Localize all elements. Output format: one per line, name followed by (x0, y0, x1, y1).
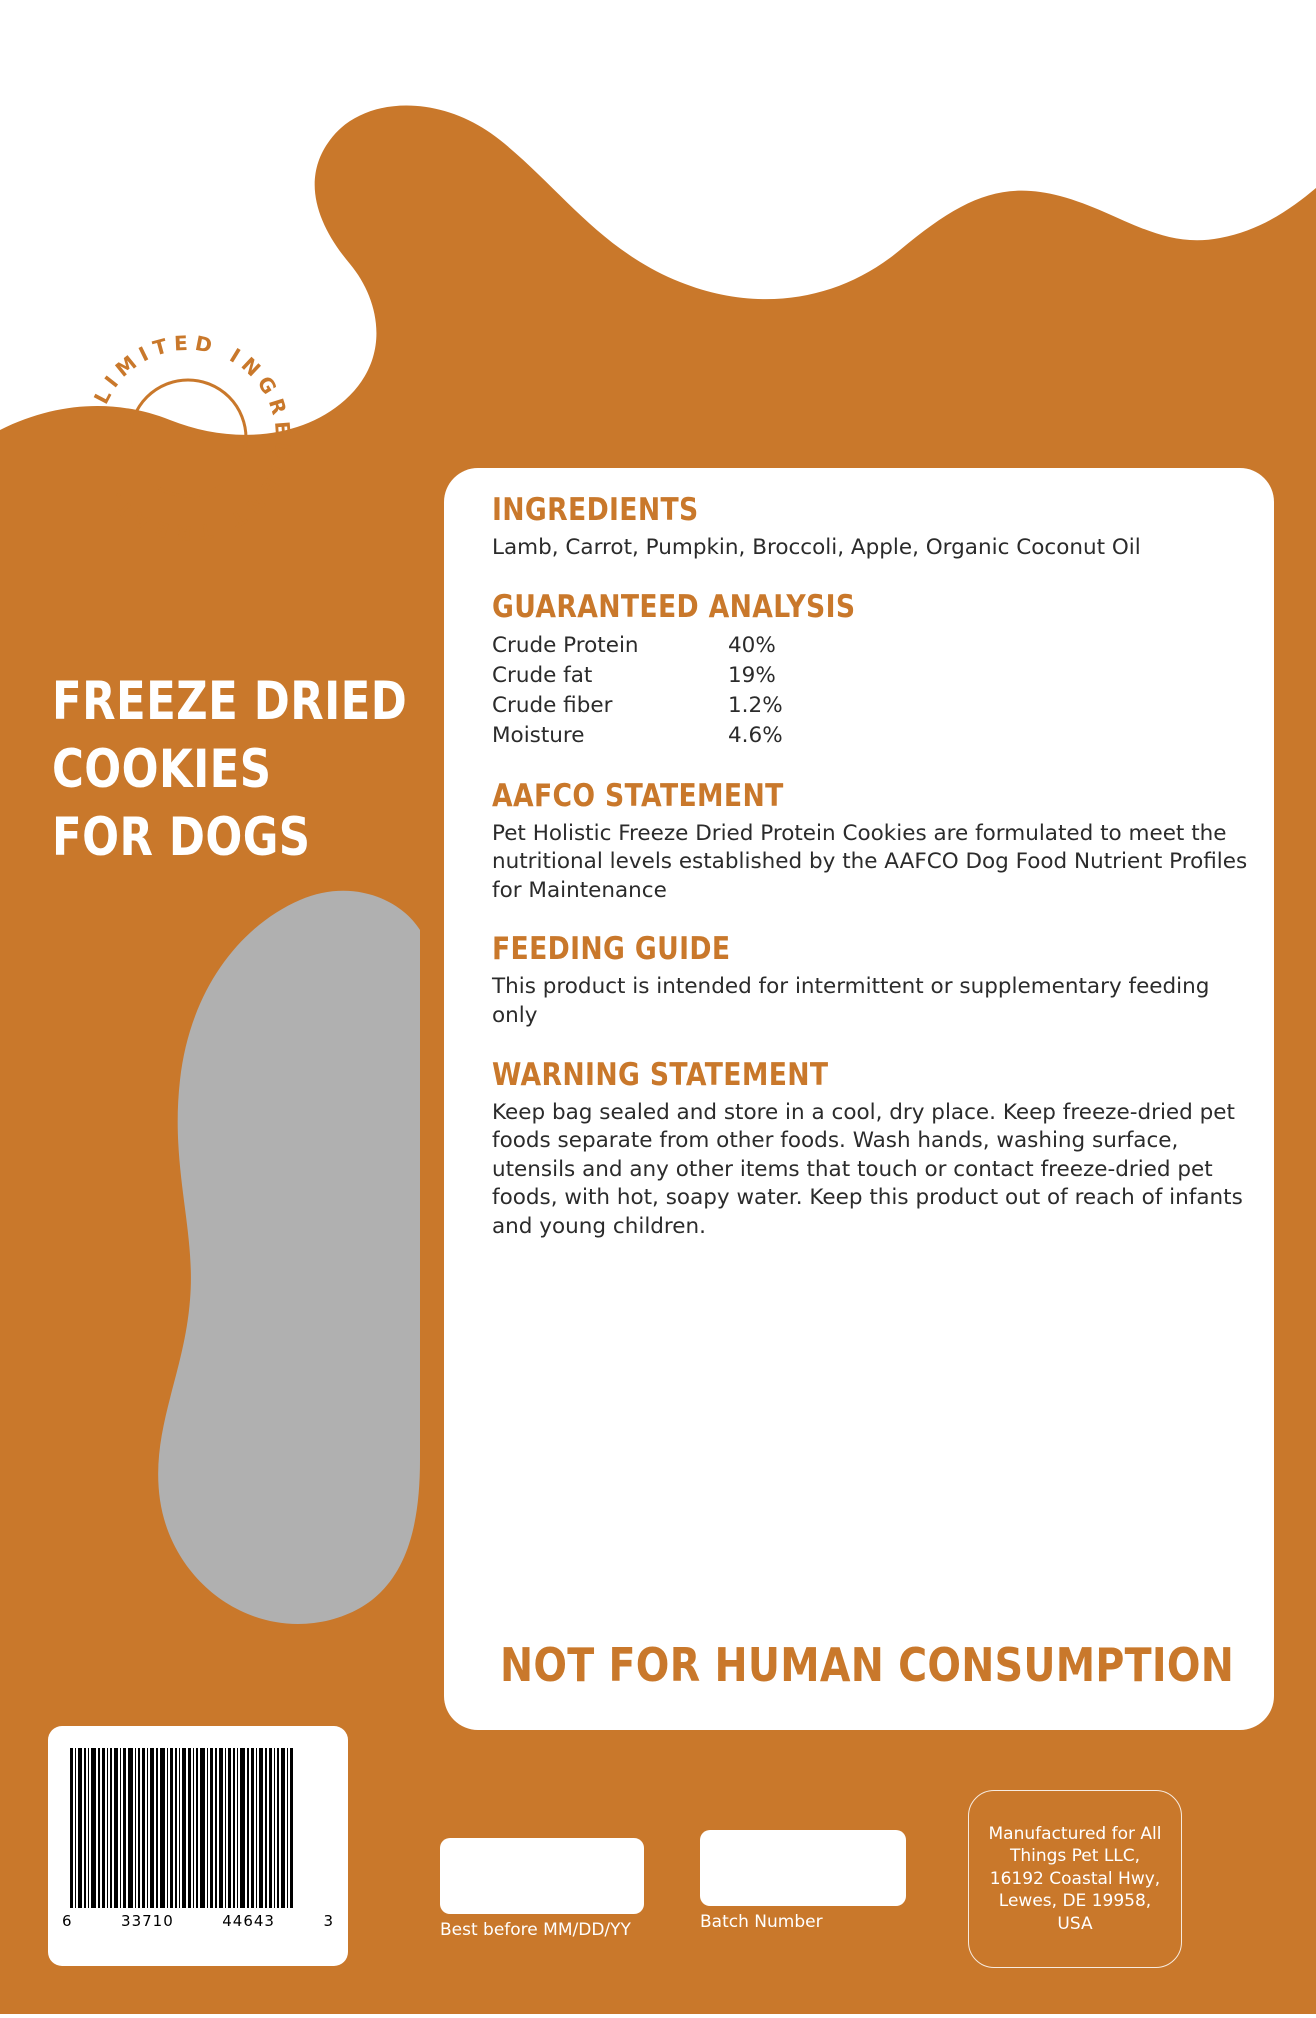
ga-value: 1.2% (728, 693, 783, 719)
ingredients-heading: INGREDIENTS (492, 492, 699, 528)
table-row (492, 631, 848, 661)
section-aafco (492, 778, 1282, 906)
barcode-digits (62, 1912, 334, 1930)
ga-label: Moisture (492, 723, 585, 749)
batch-number-label: Batch Number (700, 1912, 823, 1932)
ga-label: Crude fat (492, 662, 593, 688)
warning-body: Keep bag sealed and store in a cool, dry place. Keep freeze-dried pet foods separate from other foods. Wash hands, washing surface, utensils and any other items that touch or contact freeze-dried pet foods, with hot, soapy water. Keep this product out of reach of infants and young children. (492, 1099, 1243, 1239)
section-warning (492, 1057, 1282, 1242)
ga-value: 19% (728, 662, 776, 688)
barcode-group-2: 44643 (222, 1912, 275, 1930)
barcode-bars (70, 1748, 326, 1908)
table-row (492, 661, 848, 691)
not-for-human-consumption: NOT FOR HUMAN CONSUMPTION (500, 1638, 1235, 1692)
warning-heading: WARNING STATEMENT (492, 1056, 829, 1093)
aafco-heading: AAFCO STATEMENT (492, 777, 784, 814)
barcode-left-digit: 6 (62, 1912, 73, 1930)
best-before-field[interactable] (440, 1838, 644, 1914)
aafco-body: Pet Holistic Freeze Dried Protein Cookies are formulated to meet the nutritional levels established by the AAFCO Dog Food Nutrient Profiles for Maintenance (492, 820, 1248, 903)
guaranteed-analysis-table (492, 631, 848, 752)
barcode-right-digit: 3 (323, 1912, 334, 1930)
batch-number-field[interactable] (700, 1830, 906, 1906)
feeding-guide-heading: FEEDING GUIDE (492, 931, 731, 968)
info-content (492, 492, 1282, 1267)
svg-text:LIMITED INGREDIENT TREAT.: LIMITED INGREDIENT TREAT. (88, 330, 296, 546)
product-title (52, 668, 408, 871)
section-guaranteed-analysis (492, 589, 1282, 752)
barcode (48, 1726, 348, 1966)
ga-value: 4.6% (728, 723, 783, 749)
ingredients-body: Lamb, Carrot, Pumpkin, Broccoli, Apple, Organic Coconut Oil (492, 535, 1141, 560)
product-title-line-3: FOR DOGS (52, 806, 311, 868)
table-row (492, 721, 848, 751)
section-ingredients (492, 492, 1282, 563)
product-title-line-1: FREEZE DRIED (52, 671, 408, 732)
ga-label: Crude fiber (492, 693, 613, 719)
guaranteed-analysis-heading: GUARANTEED ANALYSIS (492, 588, 856, 625)
limited-ingredient-badge (68, 318, 308, 558)
ga-value: 40% (728, 632, 776, 658)
section-feeding-guide (492, 931, 1282, 1030)
product-title-line-2: COOKIES (52, 738, 272, 800)
barcode-group-1: 33710 (121, 1912, 174, 1930)
table-row (492, 691, 848, 721)
feeding-guide-body: This product is intended for intermittent or supplementary feeding only (492, 974, 1210, 1028)
best-before-label: Best before MM/DD/YY (440, 1920, 631, 1940)
manufacturer-info: Manufactured for All Things Pet LLC, 16192 Coastal Hwy, Lewes, DE 19958, USA (968, 1790, 1182, 1968)
ga-label: Crude Protein (492, 632, 639, 658)
